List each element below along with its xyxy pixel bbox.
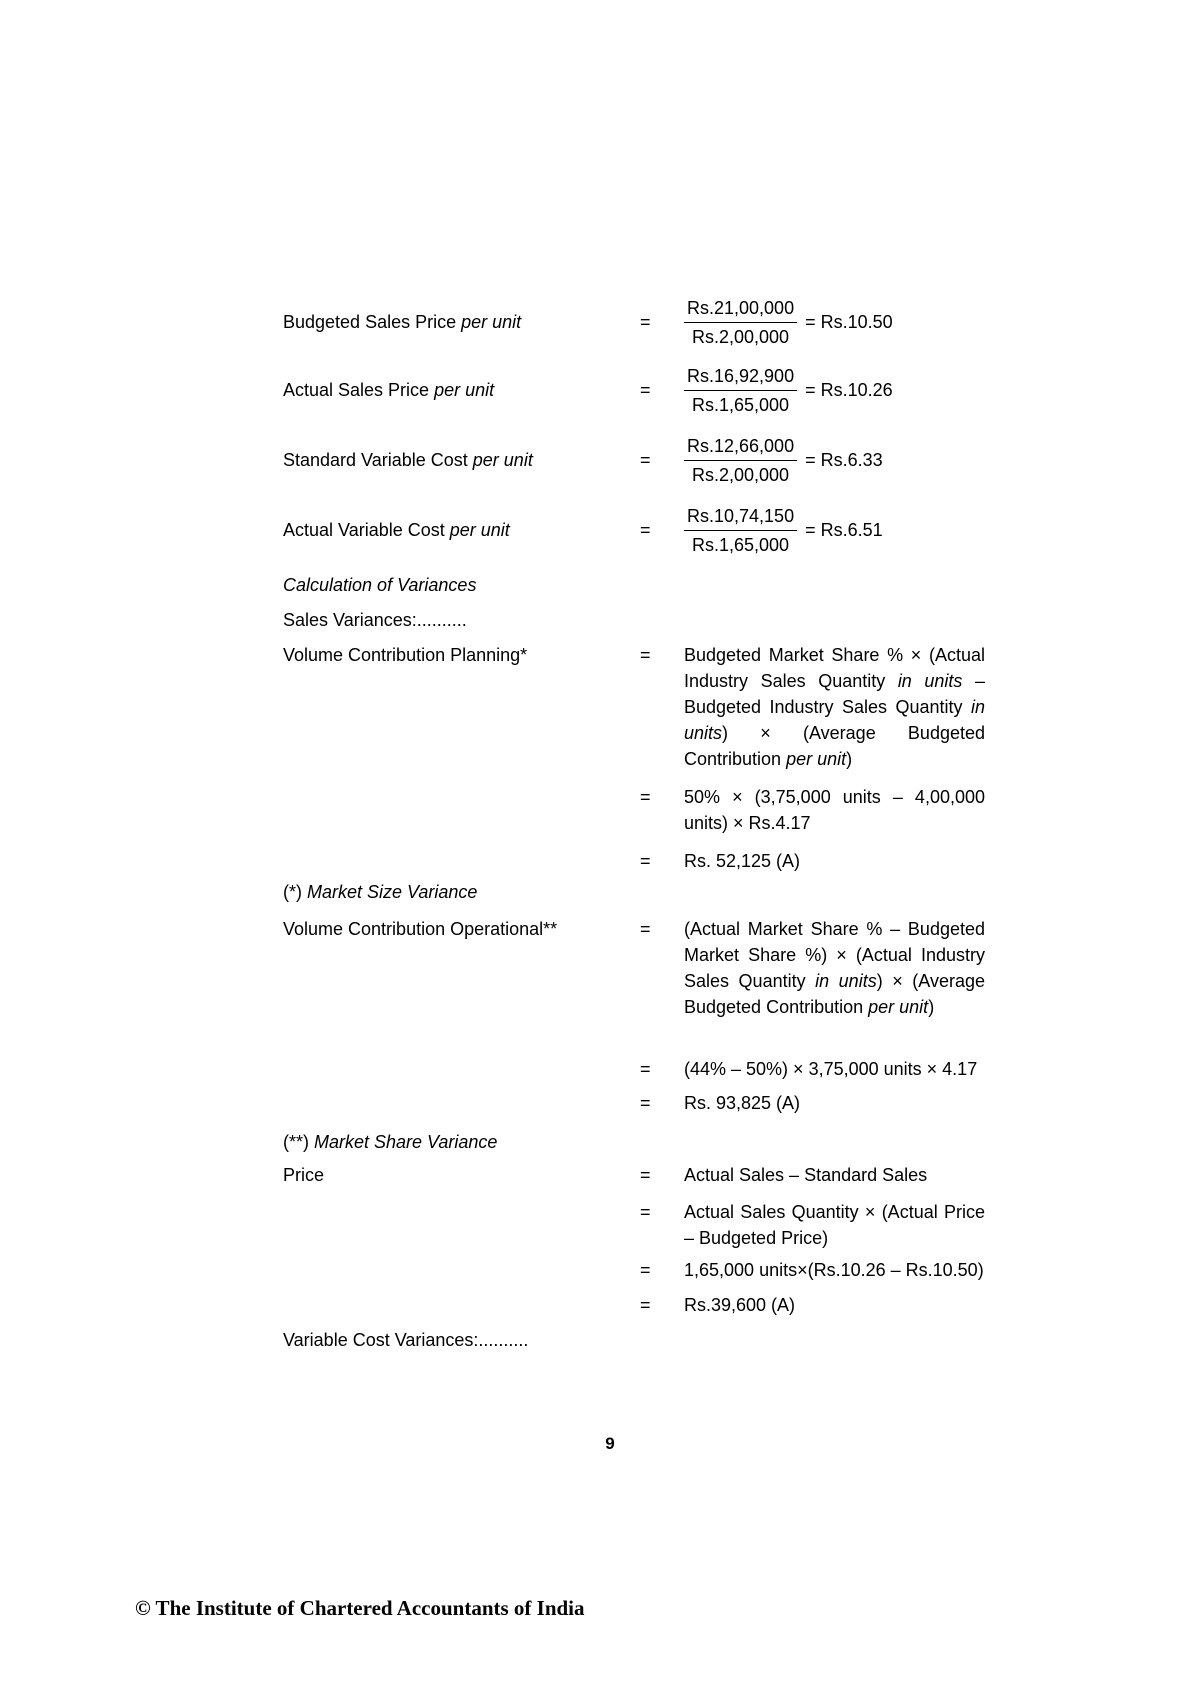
variance-row-volume-planning-result: [640, 848, 985, 874]
note-market-share-variance: (**) Market Share Variance: [283, 1132, 498, 1152]
equals-sign: =: [640, 1093, 651, 1113]
equals-sign: =: [640, 380, 651, 400]
fraction-denominator: Rs.1,65,000: [692, 534, 790, 555]
equals-sign: =: [640, 312, 651, 332]
variance-formula: Actual Sales Quantity × (Actual Price – Budgeted Price): [684, 1202, 985, 1248]
equals-sign: =: [640, 787, 651, 807]
fraction: [684, 433, 797, 488]
page-number: 9: [605, 1434, 615, 1453]
equals-sign: =: [640, 851, 651, 871]
fraction-denominator: Rs.2,00,000: [692, 326, 790, 347]
equals-sign: =: [640, 450, 651, 470]
ratio-result: = Rs.10.26: [805, 379, 893, 400]
variance-result: Rs. 52,125 (A): [684, 851, 801, 871]
fraction-denominator: Rs.1,65,000: [692, 394, 790, 415]
variance-result: Rs.39,600 (A): [684, 1295, 796, 1315]
equals-sign: =: [640, 645, 651, 665]
variance-row-price-expansion: [640, 1199, 985, 1251]
ratio-row-budgeted-sales-price: [283, 293, 893, 351]
variance-row-volume-operational-result: [640, 1090, 985, 1116]
ratio-label: Standard Variable Cost per unit: [283, 450, 533, 470]
section-heading-calculation-of-variances: Calculation of Variances: [283, 575, 477, 595]
variance-row-price-result: [640, 1292, 985, 1318]
note-market-size-variance: (*) Market Size Variance: [283, 882, 478, 902]
variance-result: Rs. 93,825 (A): [684, 1093, 801, 1113]
variance-formula: Budgeted Market Share % × (Actual Industry Sales Quantity in units – Budgeted Industry Sales Quantity in units) × (Average Budgeted Contribution per unit): [684, 645, 986, 769]
fraction-numerator: Rs.21,00,000: [684, 295, 797, 323]
ratio-result: = Rs.6.51: [805, 519, 883, 540]
equals-sign: =: [640, 1295, 651, 1315]
fraction-numerator: Rs.10,74,150: [684, 503, 797, 531]
ratio-label: Actual Variable Cost per unit: [283, 520, 510, 540]
variance-formula: (Actual Market Share % – Budgeted Market Share %) × (Actual Industry Sales Quantity in units) × (Average Budgeted Contribution per unit): [684, 919, 985, 1017]
ratio-row-actual-sales-price: [283, 361, 893, 419]
fraction-numerator: Rs.12,66,000: [684, 433, 797, 461]
variance-row-price-substitution: [640, 1257, 985, 1283]
variance-substitution: 50% × (3,75,000 units – 4,00,000 units) × Rs.4.17: [684, 787, 985, 833]
variance-label: Volume Contribution Operational**: [283, 919, 558, 939]
variance-substitution: 1,65,000 units×(Rs.10.26 – Rs.10.50): [684, 1260, 984, 1280]
fraction: [684, 363, 797, 418]
fraction: [684, 503, 797, 558]
equals-sign: =: [640, 1202, 651, 1222]
fraction-denominator: Rs.2,00,000: [692, 464, 790, 485]
variance-row-volume-planning: [283, 642, 985, 772]
variance-row-price: [283, 1162, 985, 1188]
section-heading-variable-cost-variances: Variable Cost Variances:..........: [283, 1330, 529, 1350]
copyright-footer: © The Institute of Chartered Accountants of India: [135, 1596, 585, 1620]
variance-label: Price: [283, 1165, 325, 1185]
ratio-label: Actual Sales Price per unit: [283, 380, 495, 400]
equals-sign: =: [640, 1260, 651, 1280]
variance-row-volume-operational-substitution: [640, 1056, 985, 1082]
variance-label: Volume Contribution Planning*: [283, 645, 528, 665]
ratio-result: = Rs.10.50: [805, 311, 893, 332]
section-heading-sales-variances: Sales Variances:..........: [283, 610, 467, 630]
fraction: [684, 295, 797, 350]
equals-sign: =: [640, 520, 651, 540]
ratio-row-actual-variable-cost: [283, 501, 883, 559]
equals-sign: =: [640, 1165, 651, 1185]
ratio-label: Budgeted Sales Price per unit: [283, 312, 522, 332]
variance-substitution: (44% – 50%) × 3,75,000 units × 4.17: [684, 1059, 978, 1079]
equals-sign: =: [640, 919, 651, 939]
fraction-numerator: Rs.16,92,900: [684, 363, 797, 391]
equals-sign: =: [640, 1059, 651, 1079]
variance-formula: Actual Sales – Standard Sales: [684, 1165, 928, 1185]
variance-row-volume-operational: [283, 916, 985, 1020]
variance-row-volume-planning-substitution: [640, 784, 985, 836]
ratio-result: = Rs.6.33: [805, 449, 883, 470]
ratio-row-standard-variable-cost: [283, 431, 883, 489]
